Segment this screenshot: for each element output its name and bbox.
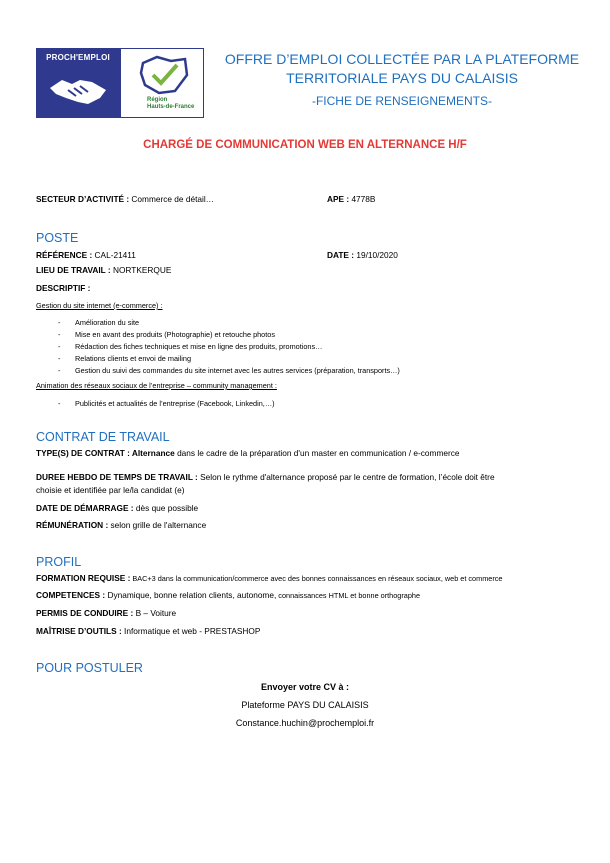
section-profil-heading: PROFIL bbox=[36, 555, 82, 569]
remuneration-row: RÉMUNÉRATION : selon grille de l'alternance bbox=[36, 520, 207, 530]
competences-row: COMPETENCES : Dynamique, bonne relation clients, autonome, connaissances HTML et bonne orthographe bbox=[36, 590, 421, 600]
region-map-icon bbox=[135, 55, 191, 97]
logo bbox=[36, 48, 204, 118]
list-item: - Rédaction des fiches techniques et mise en ligne des produits, promotions… bbox=[75, 342, 322, 352]
region-logo bbox=[120, 48, 204, 118]
reference-row: RÉFÉRENCE : CAL-21411 bbox=[36, 250, 136, 260]
contact-email[interactable]: Constance.huchin@prochemploi.fr bbox=[235, 718, 375, 728]
section-contrat-heading: CONTRAT DE TRAVAIL bbox=[36, 430, 170, 444]
send-cv-label: Envoyer votre CV à : bbox=[260, 682, 350, 692]
list-item: - Gestion du suivi des commandes du site internet avec les autres services (préparation, transports…) bbox=[75, 366, 400, 376]
formation-row: FORMATION REQUISE : BAC+3 dans la communication/commerce avec des bonnes connaissances en réseaux sociaux, web et commerce bbox=[36, 573, 503, 583]
descriptif-group-title: Animation des réseaux sociaux de l’entreprise – community management : bbox=[36, 381, 277, 390]
prochemploi-logo bbox=[36, 48, 120, 118]
demarrage-row: DATE DE DÉMARRAGE : dès que possible bbox=[36, 503, 199, 513]
duree-row: DUREE HEBDO DE TEMPS DE TRAVAIL : Selon le rythme d'alternance proposé par le centre de formation, l’école doit être bbox=[36, 472, 495, 482]
permis-row: PERMIS DE CONDUIRE : B – Voiture bbox=[36, 608, 177, 618]
contrat-type-row: TYPE(S) DE CONTRAT : Alternance dans le cadre de la préparation d'un master en communication / e-commerce bbox=[36, 448, 460, 458]
list-item: - Amélioration du site bbox=[75, 318, 139, 328]
list-item: - Relations clients et envoi de mailing bbox=[75, 354, 191, 364]
list-item: - Mise en avant des produits (Photographie) et retouche photos bbox=[75, 330, 275, 340]
list-item: - Publicités et actualités de l’entreprise (Facebook, Linkedin,…) bbox=[75, 399, 275, 409]
descriptif-group-title: Gestion du site internet (e-commerce) : bbox=[36, 301, 163, 310]
section-poste-heading: POSTE bbox=[36, 231, 79, 245]
document-title: OFFRE D’EMPLOI COLLECTÉE PAR LA PLATEFORME TERRITORIALE PAYS DU CALAISIS bbox=[224, 51, 580, 86]
job-title: CHARGÉ DE COMMUNICATION WEB EN ALTERNANCE H/F bbox=[143, 139, 467, 151]
duree-row-continued: choisie et identifiée par le/la candidat (e) bbox=[36, 485, 185, 495]
ape-row: APE : 4778B bbox=[327, 194, 376, 204]
secteur-row: SECTEUR D’ACTIVITÉ : Commerce de détail… bbox=[36, 194, 214, 204]
descriptif-label: DESCRIPTIF : bbox=[36, 283, 91, 293]
date-row: DATE : 19/10/2020 bbox=[327, 250, 398, 260]
lieu-row: LIEU DE TRAVAIL : NORTKERQUE bbox=[36, 265, 172, 275]
section-postuler-heading: POUR POSTULER bbox=[36, 661, 143, 675]
handshake-icon bbox=[48, 70, 108, 110]
logo-brand-text: PROCH'EMPLOI bbox=[46, 53, 110, 62]
platform-name: Plateforme PAYS DU CALAISIS bbox=[241, 700, 369, 710]
document-subtitle: -FICHE DE RENSEIGNEMENTS- bbox=[311, 94, 492, 108]
outils-row: MAÎTRISE D’OUTILS : Informatique et web - PRESTASHOP bbox=[36, 626, 261, 636]
region-text: Région Hauts-de-France bbox=[147, 97, 195, 110]
